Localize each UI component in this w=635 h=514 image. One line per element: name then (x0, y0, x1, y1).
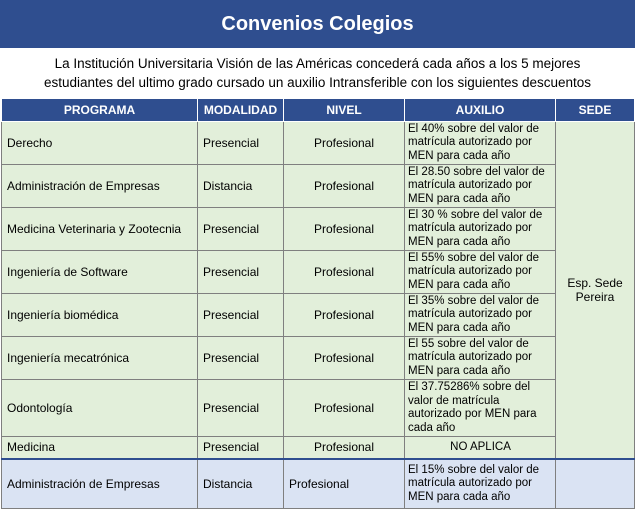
cell-nivel: Profesional (284, 380, 405, 437)
cell-modalidad: Presencial (198, 294, 284, 337)
cell-programa: Ingeniería de Software (2, 251, 198, 294)
cell-programa: Odontología (2, 380, 198, 437)
cell-modalidad: Presencial (198, 437, 284, 459)
cell-programa: Medicina (2, 437, 198, 459)
header-sede: SEDE (556, 99, 635, 122)
table-row (2, 294, 635, 337)
table-row (2, 380, 635, 437)
cell-modalidad: Distancia (198, 459, 284, 509)
cell-sede-empty (556, 459, 635, 509)
cell-programa: Administración de Empresas (2, 165, 198, 208)
cell-sede: Esp. Sede Pereira (556, 122, 635, 459)
intro-text (0, 48, 635, 98)
cell-modalidad: Presencial (198, 208, 284, 251)
cell-auxilio: El 37.75286% sobre del valor de matrícula autorizado por MEN para cada año (405, 380, 556, 437)
table-row (2, 122, 635, 165)
cell-nivel: Profesional (284, 165, 405, 208)
cell-programa: Medicina Veterinaria y Zootecnia (2, 208, 198, 251)
cell-modalidad: Presencial (198, 337, 284, 380)
cell-nivel: Profesional (284, 251, 405, 294)
cell-auxilio: El 40% sobre del valor de matrícula autorizado por MEN para cada año (405, 122, 556, 165)
cell-auxilio: El 28.50 sobre del valor de matrícula autorizado por MEN para cada año (405, 165, 556, 208)
cell-modalidad: Presencial (198, 251, 284, 294)
table-row (2, 337, 635, 380)
cell-modalidad: Presencial (198, 380, 284, 437)
cell-modalidad: Distancia (198, 165, 284, 208)
cell-auxilio: El 15% sobre del valor de matrícula autorizado por MEN para cada año (405, 459, 556, 509)
cell-programa: Ingeniería mecatrónica (2, 337, 198, 380)
intro-line-1: La Institución Universitaria Visión de las Américas concederá cada años a los 5 mejores (54, 56, 581, 71)
convenios-table (1, 98, 635, 509)
header-programa: PROGRAMA (2, 99, 198, 122)
cell-auxilio: El 30 % sobre del valor de matrícula autorizado por MEN para cada año (405, 208, 556, 251)
cell-nivel: Profesional (284, 437, 405, 459)
table-row (2, 459, 635, 509)
cell-auxilio: NO APLICA (405, 437, 556, 459)
table-row (2, 437, 635, 459)
intro-line-2: estudiantes del ultimo grado cursado un auxilio Intransferible con los siguientes descuentos (43, 75, 592, 90)
cell-auxilio: El 55 sobre del valor de matrícula autorizado por MEN para cada año (405, 337, 556, 380)
cell-programa: Ingeniería biomédica (2, 294, 198, 337)
cell-nivel: Profesional (284, 294, 405, 337)
table-header-row (2, 99, 635, 122)
cell-auxilio: El 55% sobre del valor de matrícula autorizado por MEN para cada año (405, 251, 556, 294)
cell-programa: Administración de Empresas (2, 459, 198, 509)
header-auxilio: AUXILIO (405, 99, 556, 122)
table-row (2, 165, 635, 208)
cell-modalidad: Presencial (198, 122, 284, 165)
cell-auxilio: El 35% sobre del valor de matrícula autorizado por MEN para cada año (405, 294, 556, 337)
cell-programa: Derecho (2, 122, 198, 165)
header-nivel: NIVEL (284, 99, 405, 122)
table-row (2, 251, 635, 294)
cell-nivel: Profesional (284, 459, 405, 509)
cell-nivel: Profesional (284, 337, 405, 380)
header-modalidad: MODALIDAD (198, 99, 284, 122)
table-row (2, 208, 635, 251)
cell-nivel: Profesional (284, 208, 405, 251)
cell-nivel: Profesional (284, 122, 405, 165)
page-title: Convenios Colegios (0, 0, 635, 48)
